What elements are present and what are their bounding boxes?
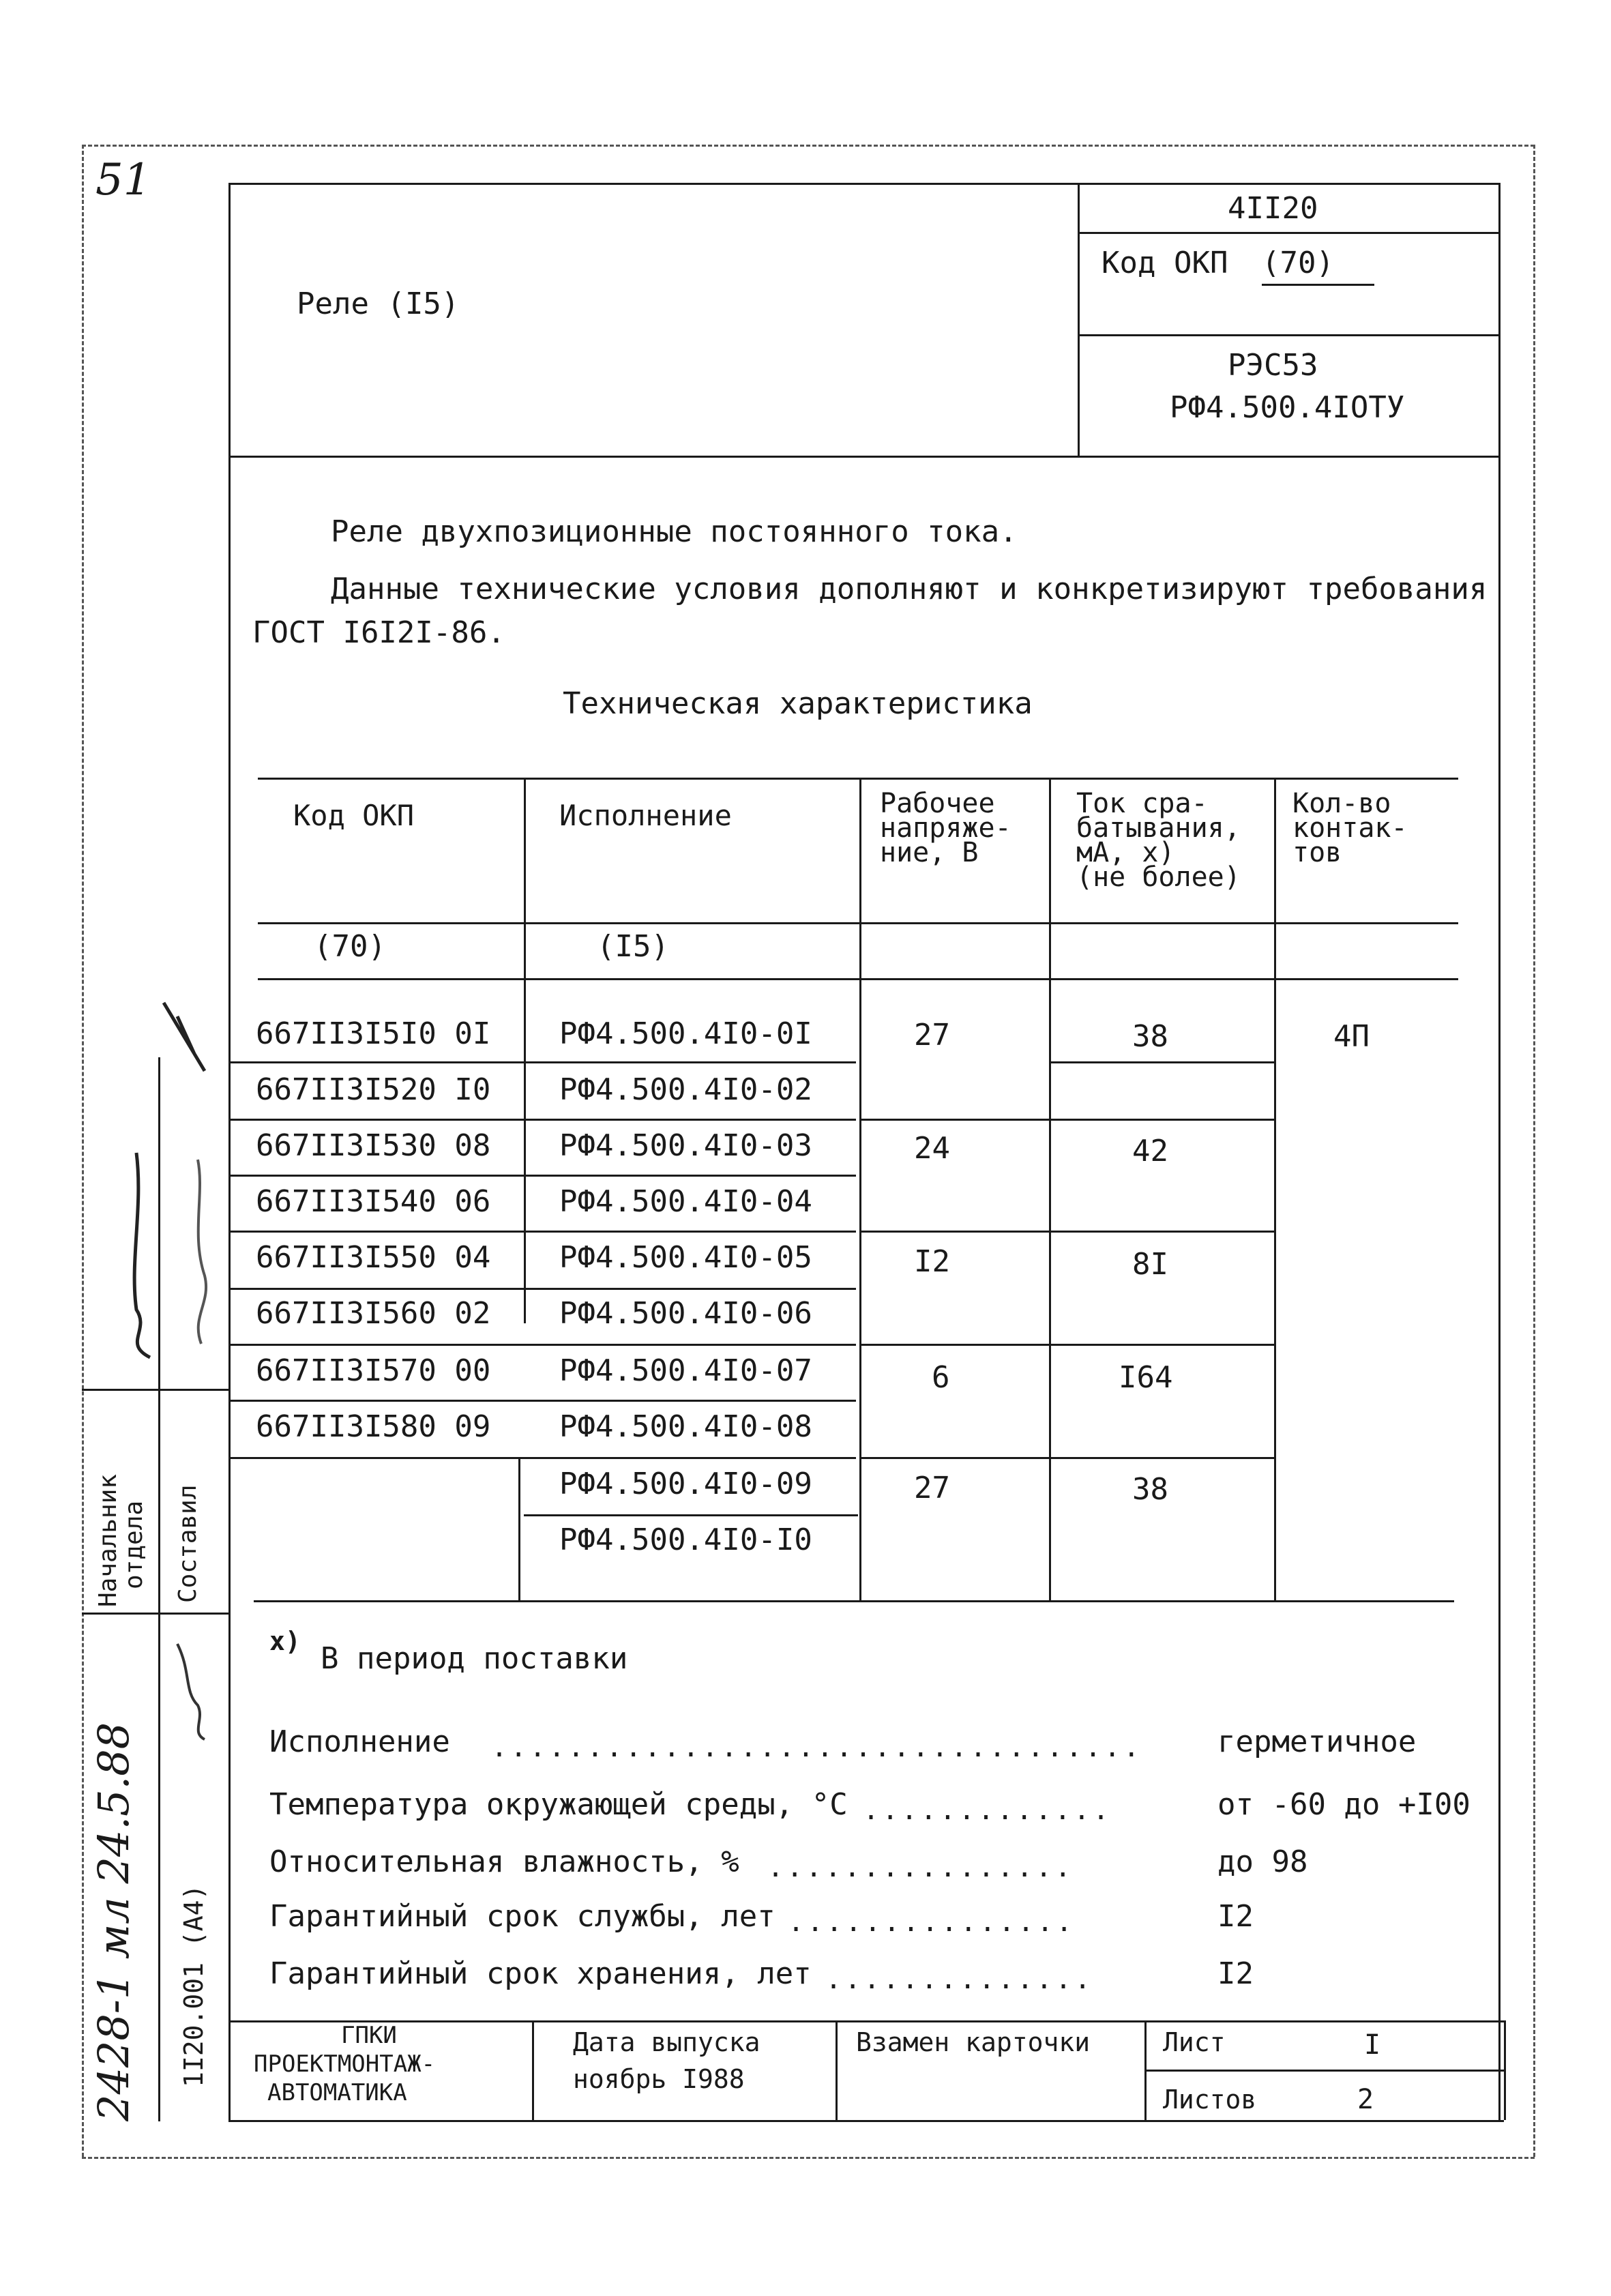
row-variant: РФ4.500.4I0-06: [559, 1296, 812, 1331]
current-value: 42: [1132, 1134, 1168, 1168]
spec-value: от -60 до +I00: [1217, 1787, 1470, 1822]
th-okp: Код ОКП: [293, 799, 415, 832]
dot-leader: .............: [863, 1795, 1112, 1826]
model-name: РЭС53: [1228, 348, 1318, 383]
relay-title: Реле (I5): [297, 286, 460, 321]
spec-value: до 98: [1217, 1844, 1308, 1879]
voltage-value: 27: [914, 1471, 950, 1505]
row-variant: РФ4.500.4I0-I0: [559, 1522, 812, 1557]
org-line-2: ПРОЕКТМОНТАЖ-: [254, 2050, 436, 2078]
release-value: ноябрь I988: [573, 2064, 745, 2094]
dot-leader: ...............: [788, 1907, 1076, 1938]
footer-top: [228, 2020, 1504, 2022]
compiled-label: Составил: [174, 1484, 202, 1603]
intro-line-2: Данные технические условия дополняют и конкретизируют требования: [331, 572, 1488, 606]
sheets-label: Листов: [1163, 2085, 1257, 2115]
header-line-1: [1078, 232, 1498, 234]
org-line-3: АВТОМАТИКА: [267, 2079, 407, 2106]
spec-label: Температура окружающей среды, °С: [269, 1787, 848, 1822]
row-okp: 667II3I580 09: [256, 1409, 491, 1444]
current-value: 38: [1132, 1472, 1168, 1507]
footer-right: [1504, 2020, 1506, 2120]
intro-line-3: ГОСТ I6I2I-86.: [252, 615, 505, 650]
group-sep: [859, 1457, 1274, 1459]
signature-head: [95, 989, 232, 1392]
section-title: Техническая характеристика: [563, 686, 1033, 721]
header-sep: [258, 922, 1458, 924]
card-top: [228, 183, 1498, 185]
row-sep: [228, 1400, 856, 1402]
row-sep: [228, 1344, 856, 1346]
doc-stamp: 1I20.001 (А4): [179, 1884, 209, 2087]
sheets-value: 2: [1357, 2084, 1374, 2115]
spec-value: I2: [1217, 1899, 1254, 1934]
footnote-mark: х): [269, 1626, 301, 1656]
spec-value: герметичное: [1217, 1724, 1417, 1759]
spec-number: РФ4.500.4IОТУ: [1170, 390, 1405, 425]
voltage-value: 27: [914, 1018, 950, 1053]
current-value: 38: [1132, 1019, 1168, 1054]
row-sep: [228, 1457, 856, 1459]
row-variant: РФ4.500.4I0-07: [559, 1353, 812, 1388]
current-value: I64: [1119, 1360, 1173, 1395]
card-right: [1498, 183, 1501, 2120]
row-variant: РФ4.500.4I0-0I: [559, 1016, 812, 1051]
row-okp: 667II3I550 04: [256, 1240, 491, 1275]
footer-sep-2: [836, 2020, 838, 2120]
footer-sheet-sep: [1144, 2070, 1504, 2072]
dot-leader: ..................................: [491, 1732, 1142, 1763]
voltage-value: I2: [914, 1244, 950, 1279]
row-sep: [228, 1175, 856, 1177]
row-sep: [228, 1061, 856, 1063]
contacts-value: 4П: [1333, 1019, 1370, 1054]
current-value: 8I: [1132, 1247, 1168, 1282]
signature-compiled: [164, 1630, 225, 1746]
row-okp: 667II3I520 I0: [256, 1072, 491, 1107]
org-line-1: ГПКИ: [341, 2022, 397, 2049]
th-contacts: Кол-во контак- тов: [1292, 788, 1408, 868]
th-variant: Исполнение: [559, 799, 732, 832]
row-variant: РФ4.500.4I0-08: [559, 1409, 812, 1444]
row-okp: 667II3I560 02: [256, 1296, 491, 1331]
outer-frame-right: [1533, 145, 1535, 2157]
row-variant: РФ4.500.4I0-09: [559, 1467, 812, 1501]
sheet-value: I: [1364, 2029, 1381, 2061]
header-divider: [1078, 183, 1080, 456]
footer-bottom: [228, 2120, 1504, 2122]
col-sep-1-lower: [518, 1457, 520, 1600]
table-bottom: [254, 1600, 1454, 1602]
okp-value: (70): [1262, 246, 1334, 280]
release-label: Дата выпуска: [573, 2027, 760, 2057]
row-variant: РФ4.500.4I0-03: [559, 1128, 812, 1163]
col-sep-1: [524, 778, 526, 1323]
footnote-text: В период поставки: [321, 1641, 628, 1676]
spec-label: Исполнение: [269, 1724, 450, 1759]
subheader-okp: (70): [314, 929, 386, 964]
outer-frame-top: [82, 145, 1535, 147]
col-sep-3: [1049, 778, 1051, 1600]
row-sep: [228, 1288, 856, 1290]
current-sep: [1050, 1061, 1274, 1063]
subheader-sep: [258, 978, 1458, 980]
spec-value: I2: [1217, 1956, 1254, 1991]
okp-label: Код ОКП: [1102, 246, 1228, 280]
row-sep: [524, 1514, 858, 1516]
dot-leader: ..............: [825, 1964, 1094, 1995]
header-line-2: [1078, 334, 1498, 336]
dot-leader: ................: [767, 1852, 1074, 1883]
group-sep: [859, 1119, 1274, 1121]
group-sep: [859, 1231, 1274, 1233]
head-label-1: Начальник: [94, 1473, 122, 1607]
subheader-variant: (I5): [597, 929, 669, 964]
footer-sep-1: [532, 2020, 534, 2120]
spec-label: Гарантийный срок службы, лет: [269, 1899, 775, 1934]
side-sep-2: [82, 1613, 228, 1615]
header-bottom: [228, 456, 1498, 458]
page-number: 51: [95, 155, 151, 205]
head-label-2: отдела: [120, 1500, 148, 1589]
table-top: [258, 778, 1458, 780]
row-variant: РФ4.500.4I0-04: [559, 1184, 812, 1219]
row-okp: 667II3I5I0 0I: [256, 1016, 491, 1051]
voltage-value: 24: [914, 1131, 950, 1166]
row-okp: 667II3I570 00: [256, 1353, 491, 1388]
intro-line-1: Реле двухпозиционные постоянного тока.: [331, 514, 1018, 549]
spec-label: Гарантийный срок хранения, лет: [269, 1956, 812, 1991]
spec-label: Относительная влажность, %: [269, 1844, 739, 1879]
code-top: 4II20: [1228, 191, 1318, 226]
handwritten-date: 2428-1 мл 24.5.88: [89, 1722, 138, 2121]
row-variant: РФ4.500.4I0-05: [559, 1240, 812, 1275]
group-sep: [859, 1344, 1274, 1346]
th-current: Ток сра- батывания, мА, х) (не более): [1076, 788, 1241, 893]
col-sep-2: [859, 778, 861, 1600]
row-okp: 667II3I530 08: [256, 1128, 491, 1163]
col-sep-4: [1274, 778, 1276, 1600]
row-variant: РФ4.500.4I0-02: [559, 1072, 812, 1107]
replaces-label: Взамен карточки: [856, 2027, 1091, 2057]
row-okp: 667II3I540 06: [256, 1184, 491, 1219]
outer-frame-left: [82, 145, 84, 2157]
row-sep: [228, 1231, 856, 1233]
th-voltage: Рабочее напряже- ние, В: [880, 788, 1011, 868]
row-sep: [228, 1119, 856, 1121]
sheet-label: Лист: [1163, 2027, 1226, 2057]
voltage-value: 6: [932, 1360, 950, 1395]
okp-underline: [1262, 284, 1374, 286]
outer-frame-bottom: [82, 2157, 1535, 2159]
